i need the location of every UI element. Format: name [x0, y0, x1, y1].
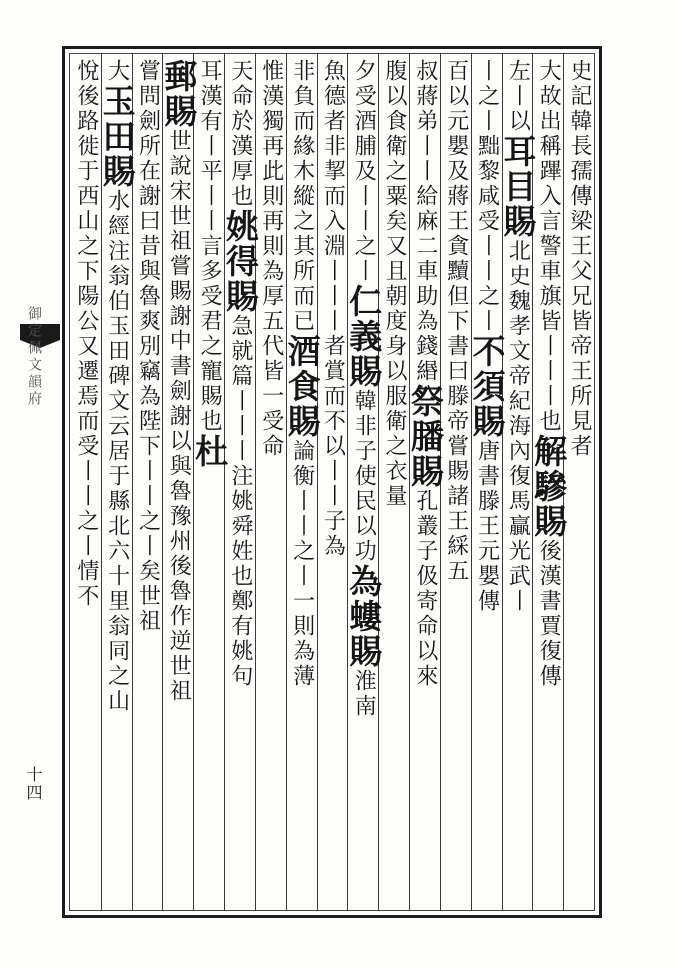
margin-title: 御定佩文韻府 [26, 306, 42, 408]
text-run: 後漢書賈復傳 [536, 539, 562, 689]
text-run: 黜黎咸受丨丨之丨 [474, 134, 500, 334]
text-frame [62, 46, 602, 918]
text-run: 大故出稱蹕入言警車旗皆丨丨丨也 [536, 59, 562, 434]
text-run: 非負而緣木縱之其所而已 [289, 59, 315, 334]
text-run: 百以元嬰及蔣王貪黷但下書曰滕 [443, 59, 469, 409]
text-column [70, 59, 101, 911]
text-column [344, 59, 384, 911]
text-run: 水經注翁伯玉田碑文云居于縣北六十里翁同之山 [104, 189, 130, 714]
text-run: 魚德者非挈而入淵丨丨丨者 [320, 59, 346, 359]
headword: 酒食賜 [282, 334, 322, 439]
text-run: 丨之丨 [474, 59, 500, 134]
headword: 仁義賜 [344, 284, 384, 389]
text-run: 夕受酒脯及丨丨之丨 [351, 59, 377, 284]
text-run: 論衡丨丨之丨一則為薄 [289, 439, 315, 689]
text-column [220, 59, 260, 911]
text-run: 左丨以 [505, 59, 531, 134]
text-run: 子為 [320, 509, 346, 559]
text-run: 復馬贏光武丨 [505, 464, 531, 614]
text-run: 帝嘗賜諸王綵五 [443, 409, 469, 584]
text-run: 耳漢有丨平丨丨言多受君之寵賜也 [197, 59, 223, 434]
headword: 耳目賜 [498, 134, 538, 239]
text-column [282, 59, 322, 911]
headword: 杜 [190, 434, 230, 469]
text-run: 叔蔣弟丨丨給麻二車助為錢緡 [412, 59, 438, 384]
page-number: 十四 [24, 766, 43, 802]
text-run: 嘗問劍所在謝曰昔與魯爽別竊為陛下丨丨之丨矣世祖 [135, 59, 161, 634]
text-run: 孔叢子伋寄命以來 [412, 489, 438, 689]
text-column [159, 59, 199, 911]
text-run: 世說宋世祖嘗賜謝中書劍謝以與魯豫州後魯作逆世祖 [166, 129, 192, 704]
text-run: 惟漢獨再此則 [258, 59, 284, 209]
text-column [190, 59, 230, 911]
text-column [317, 59, 348, 911]
headword: 玉田賜 [97, 84, 137, 189]
text-run: 淮南 [351, 669, 377, 719]
page-margin [0, 46, 62, 918]
text-run: 度身以服衛之衣量 [382, 309, 408, 509]
text-run: 賞而不以丨丨 [320, 359, 346, 509]
headword: 祭膰賜 [405, 384, 445, 489]
text-run: 天命於漢厚也 [227, 59, 253, 209]
text-run: 北史魏孝文帝紀海內 [505, 239, 531, 464]
text-run: 史記韓長孺傳梁王父兄皆帝王所見者 [566, 59, 592, 459]
headword: 郵賜 [159, 59, 199, 129]
text-run: 腹以食衛之粟矣又且朝 [382, 59, 408, 309]
text-column [378, 59, 409, 911]
headword: 解驂賜 [529, 434, 569, 539]
text-run: 急就篇丨丨丨注姚舜姓也鄭有姚句 [227, 314, 253, 689]
text-column [405, 59, 445, 911]
headword: 不須賜 [467, 334, 507, 439]
text-run: 韓非子使民以功 [351, 389, 377, 564]
text-run: 唐書滕王元嬰傳 [474, 439, 500, 614]
text-run: 大 [104, 59, 130, 84]
text-run: 後路徙于西山之下陽公又遷焉而受丨丨之丨情不 [73, 84, 99, 609]
text-column [498, 59, 538, 911]
text-run: 悅 [73, 59, 99, 84]
headword: 姚得賜 [220, 209, 260, 314]
headword: 為螻賜 [344, 564, 384, 669]
text-column [467, 59, 507, 911]
text-column [255, 59, 286, 911]
text-run: 再則為厚五代皆一受命 [258, 209, 284, 459]
text-column [97, 59, 137, 911]
